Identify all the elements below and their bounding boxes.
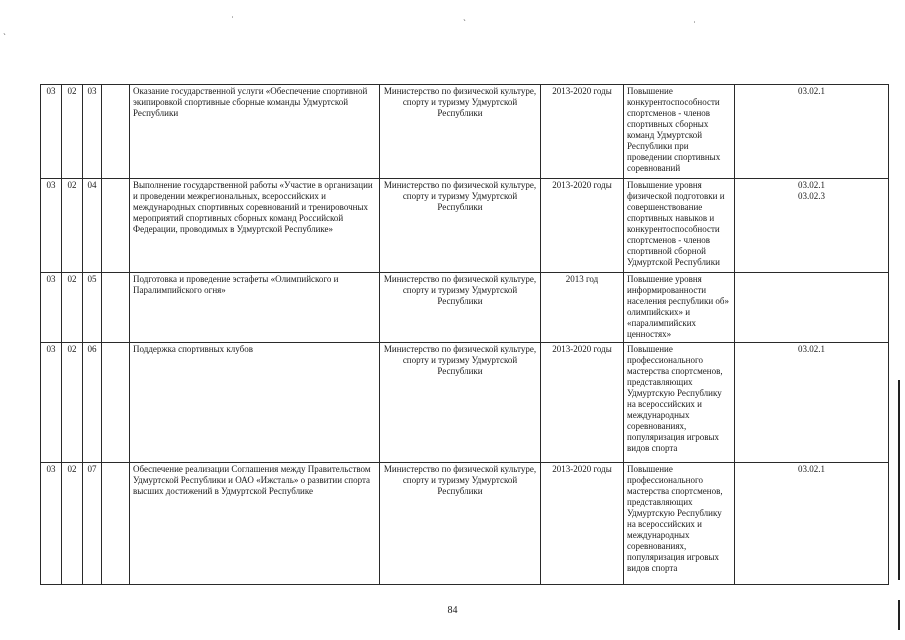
indicator-link-cell: 03.02.1 bbox=[735, 85, 889, 179]
activity-name-cell: Оказание государственной услуги «Обеспечение спортивной экипировкой спортивные сборные команды Удмуртской Республики bbox=[130, 85, 380, 179]
activity-name-cell: Подготовка и проведение эстафеты «Олимпийского и Паралимпийского огня» bbox=[130, 273, 380, 343]
expected-result-cell: Повышение уровня физической подготовки и совершенствование спортивных навыков и конкурентоспособности спортсменов - членов спортивной сборной Удмуртской Республики bbox=[624, 179, 735, 273]
scan-edge-line bbox=[898, 380, 900, 580]
code-activity-cell: 04 bbox=[83, 179, 102, 273]
executor-cell: Министерство по физической культуре, спорту и туризму Удмуртской Республики bbox=[380, 343, 541, 463]
executor-cell: Министерство по физической культуре, спорту и туризму Удмуртской Республики bbox=[380, 85, 541, 179]
code-activity-cell: 05 bbox=[83, 273, 102, 343]
term-cell: 2013-2020 годы bbox=[541, 179, 624, 273]
scan-speck: ` bbox=[3, 32, 6, 42]
table-row bbox=[41, 273, 889, 343]
indicator-link-cell: 03.02.1 bbox=[735, 343, 889, 463]
code-subprogram-cell: 02 bbox=[62, 343, 83, 463]
code-subactivity-cell bbox=[102, 273, 130, 343]
expected-result-cell: Повышение профессионального мастерства спортсменов, представляющих Удмуртскую Республику на всероссийских и международных соревнованиях, популяризация игровых видов спорта bbox=[624, 463, 735, 585]
activity-name-cell: Обеспечение реализации Соглашения между Правительством Удмуртской Республики и ОАО «Ижсталь» о развитии спорта высших достижений в Удмуртской Республике bbox=[130, 463, 380, 585]
code-activity-cell: 03 bbox=[83, 85, 102, 179]
code-state-program-cell: 03 bbox=[41, 179, 62, 273]
code-activity-cell: 06 bbox=[83, 343, 102, 463]
executor-cell: Министерство по физической культуре, спорту и туризму Удмуртской Республики bbox=[380, 179, 541, 273]
code-subactivity-cell bbox=[102, 85, 130, 179]
term-cell: 2013-2020 годы bbox=[541, 463, 624, 585]
code-state-program-cell: 03 bbox=[41, 343, 62, 463]
code-subprogram-cell: 02 bbox=[62, 179, 83, 273]
code-subactivity-cell bbox=[102, 343, 130, 463]
code-state-program-cell: 03 bbox=[41, 463, 62, 585]
executor-cell: Министерство по физической культуре, спорту и туризму Удмуртской Республики bbox=[380, 273, 541, 343]
code-activity-cell: 07 bbox=[83, 463, 102, 585]
term-cell: 2013-2020 годы bbox=[541, 85, 624, 179]
term-cell: 2013-2020 годы bbox=[541, 343, 624, 463]
scan-speck: ˙ bbox=[693, 20, 696, 30]
table-row bbox=[41, 85, 889, 179]
code-subactivity-cell bbox=[102, 463, 130, 585]
code-subprogram-cell: 02 bbox=[62, 463, 83, 585]
indicator-link-cell: 03.02.1 bbox=[735, 463, 889, 585]
expected-result-cell: Повышение конкурентоспособности спортсменов - членов спортивных сборных команд Удмуртской Республики при проведении спортивных соревнований bbox=[624, 85, 735, 179]
indicator-link-cell: 03.02.1 03.02.3 bbox=[735, 179, 889, 273]
expected-result-cell: Повышение профессионального мастерства спортсменов, представляющих Удмуртскую Республику на всероссийских и международных соревнованиях, популяризация игровых видов спорта bbox=[624, 343, 735, 463]
code-state-program-cell: 03 bbox=[41, 85, 62, 179]
program-activities-table bbox=[40, 84, 889, 585]
code-subprogram-cell: 02 bbox=[62, 273, 83, 343]
indicator-link-cell bbox=[735, 273, 889, 343]
table-body bbox=[41, 85, 889, 585]
code-state-program-cell: 03 bbox=[41, 273, 62, 343]
code-subprogram-cell: 02 bbox=[62, 85, 83, 179]
term-cell: 2013 год bbox=[541, 273, 624, 343]
activity-name-cell: Выполнение государственной работы «Участие в организации и проведении межрегиональных, всероссийских и международных спортивных соревнований и тренировочных мероприятий спортивных сборных команд Российской Федерации, проводимых в Удмуртской Республике» bbox=[130, 179, 380, 273]
page-number: 84 bbox=[447, 605, 458, 616]
expected-result-cell: Повышение уровня информированности населения республики об» олимпийских» и «паралимпийских ценностях» bbox=[624, 273, 735, 343]
table-row bbox=[41, 343, 889, 463]
table-row bbox=[41, 179, 889, 273]
scan-speck: ˋ bbox=[463, 18, 466, 28]
executor-cell: Министерство по физической культуре, спорту и туризму Удмуртской Республики bbox=[380, 463, 541, 585]
scan-speck: ˙ bbox=[231, 15, 234, 25]
table-row bbox=[41, 463, 889, 585]
code-subactivity-cell bbox=[102, 179, 130, 273]
activity-name-cell: Поддержка спортивных клубов bbox=[130, 343, 380, 463]
